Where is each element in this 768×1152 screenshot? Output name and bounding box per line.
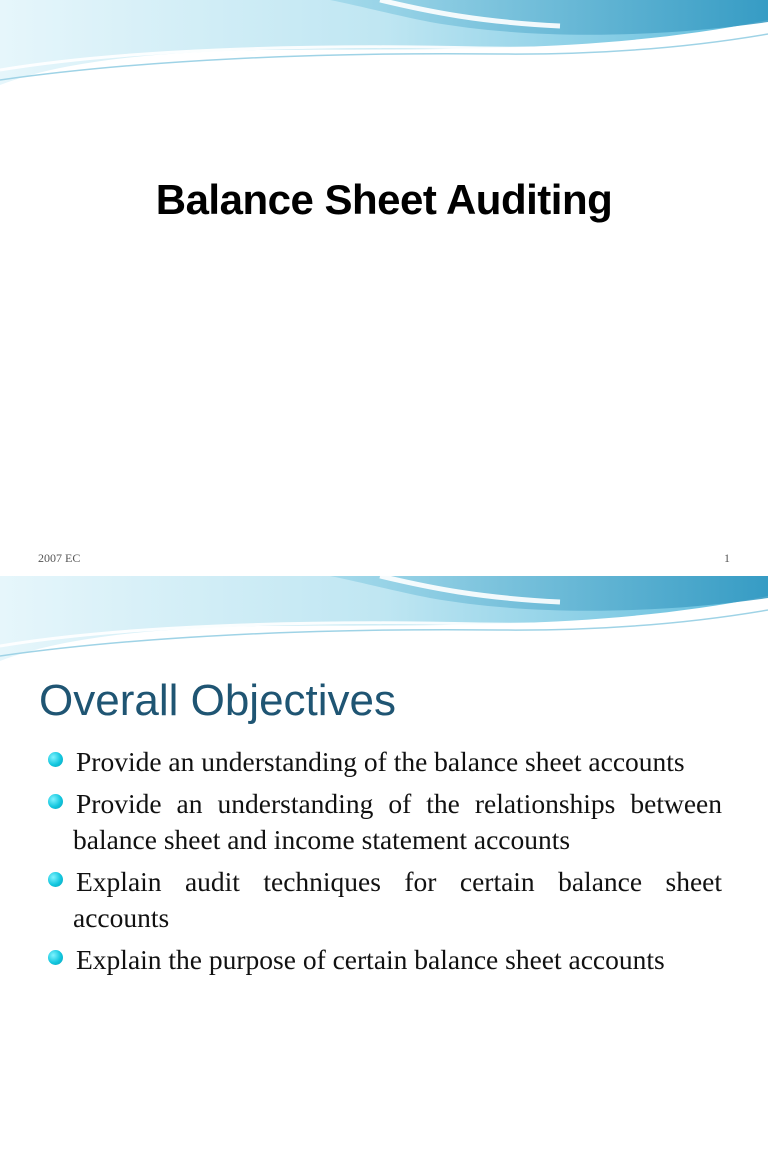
slide-title: Overall Objectives (39, 676, 397, 725)
objectives-list (46, 744, 722, 984)
bullet-dot-icon (48, 752, 63, 767)
bullet-dot-icon (48, 872, 63, 887)
list-item (46, 744, 722, 780)
slide-title: Balance Sheet Auditing (155, 176, 613, 223)
footer-date: 2007 EC (38, 551, 81, 565)
header-wave-decoration (0, 576, 768, 666)
list-item-text: Provide an understanding of the balance sheet accounts (76, 746, 685, 777)
header-wave-decoration (0, 0, 768, 90)
list-item-text: Provide an understanding of the relationships between balance sheet and income statement accounts (73, 788, 722, 855)
bullet-dot-icon (48, 950, 63, 965)
objectives-slide (0, 576, 768, 1152)
list-item (46, 864, 722, 936)
list-item-text: Explain audit techniques for certain balance sheet accounts (73, 866, 722, 933)
page-number: 1 (724, 551, 730, 565)
list-item (46, 786, 722, 858)
list-item (46, 942, 722, 978)
bullet-dot-icon (48, 794, 63, 809)
list-item-text: Explain the purpose of certain balance sheet accounts (76, 944, 665, 975)
